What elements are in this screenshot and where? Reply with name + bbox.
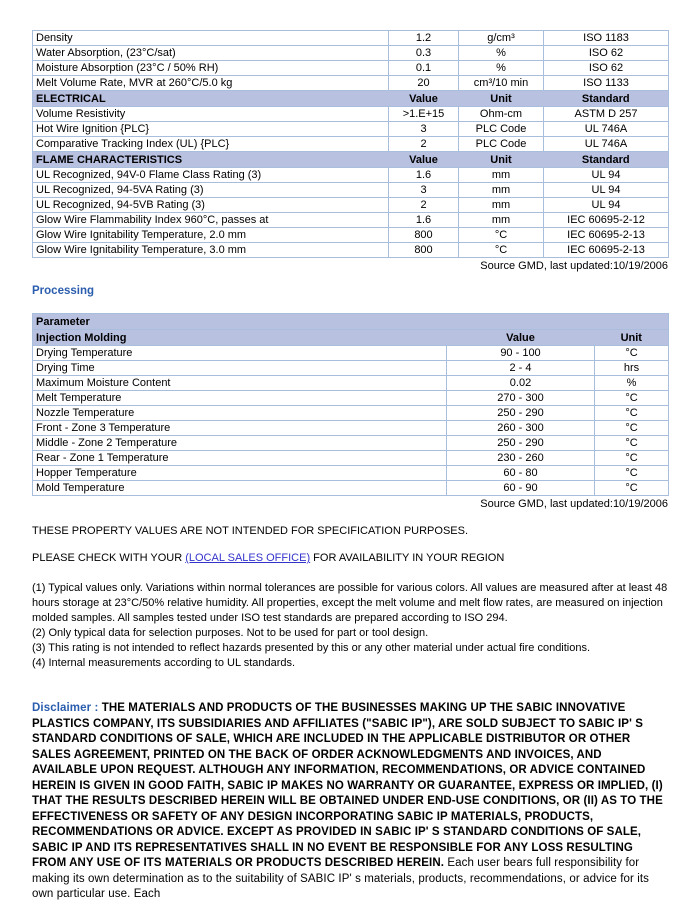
table-row — [33, 406, 669, 421]
processing-heading: Processing — [32, 285, 94, 297]
parameter-name: Middle - Zone 2 Temperature — [33, 436, 447, 451]
property-name: Water Absorption, (23°C/sat) — [33, 46, 389, 61]
table-row — [33, 76, 669, 91]
table-row — [33, 421, 669, 436]
property-unit: % — [459, 61, 544, 76]
parameter-name: Melt Temperature — [33, 391, 447, 406]
column-header-value: Value — [389, 152, 459, 168]
parameter-value: 0.02 — [447, 376, 595, 391]
property-name: Glow Wire Ignitability Temperature, 2.0 mm — [33, 228, 389, 243]
region-availability-note — [32, 552, 668, 565]
column-header-standard: Standard — [544, 152, 669, 168]
parameter-name: Nozzle Temperature — [33, 406, 447, 421]
table-row — [33, 107, 669, 122]
property-unit: mm — [459, 213, 544, 228]
property-name: Moisture Absorption (23°C / 50% RH) — [33, 61, 389, 76]
processing-group-header — [33, 314, 669, 330]
table-row — [33, 198, 669, 213]
processing-column-header — [33, 330, 669, 346]
table-row — [33, 31, 669, 46]
property-standard: ISO 62 — [544, 61, 669, 76]
property-value: 1.2 — [389, 31, 459, 46]
property-name: Melt Volume Rate, MVR at 260°C/5.0 kg — [33, 76, 389, 91]
column-header-standard: Standard — [544, 91, 669, 107]
property-value: 800 — [389, 243, 459, 258]
property-value: 3 — [389, 183, 459, 198]
parameter-unit: °C — [595, 406, 669, 421]
section-header-flame-characteristics — [33, 152, 669, 168]
parameter-value: 250 - 290 — [447, 406, 595, 421]
parameter-value: 250 - 290 — [447, 436, 595, 451]
property-standard: UL 94 — [544, 168, 669, 183]
table-row — [33, 213, 669, 228]
property-unit: Ohm-cm — [459, 107, 544, 122]
disclaimer-label: Disclaimer : — [32, 702, 99, 714]
datasheet-page — [32, 30, 668, 903]
footnote: (1) Typical values only. Variations within normal tolerances are possible for various colors. All values are measured after at least 48 hours storage at 23°C/50% relative humidity. All properties, except the melt volume and melt flow rates, are measured on injection molded samples. All samples tested under ISO test standards are prepared according to ISO 294. — [32, 582, 668, 624]
property-standard: UL 746A — [544, 122, 669, 137]
property-unit: °C — [459, 243, 544, 258]
property-value: 2 — [389, 198, 459, 213]
table-row — [33, 122, 669, 137]
property-unit: mm — [459, 183, 544, 198]
parameter-value: 60 - 80 — [447, 466, 595, 481]
property-unit: PLC Code — [459, 137, 544, 152]
property-name: UL Recognized, 94-5VA Rating (3) — [33, 183, 389, 198]
table-row — [33, 346, 669, 361]
parameter-header: Parameter — [33, 314, 669, 330]
column-header-unit: Unit — [459, 152, 544, 168]
region-note-prefix: PLEASE CHECK WITH YOUR — [32, 552, 186, 564]
parameter-unit: °C — [595, 436, 669, 451]
column-header-injection-molding: Injection Molding — [33, 330, 447, 346]
property-value: 800 — [389, 228, 459, 243]
section-header-electrical — [33, 91, 669, 107]
property-value: 0.1 — [389, 61, 459, 76]
property-unit: mm — [459, 198, 544, 213]
footnote: (4) Internal measurements according to UL standards. — [32, 657, 296, 669]
parameter-value: 90 - 100 — [447, 346, 595, 361]
table-row — [33, 436, 669, 451]
parameter-name: Drying Time — [33, 361, 447, 376]
table-row — [33, 466, 669, 481]
table-row — [33, 376, 669, 391]
property-standard: UL 94 — [544, 183, 669, 198]
property-unit: % — [459, 46, 544, 61]
parameter-unit: % — [595, 376, 669, 391]
parameter-value: 230 - 260 — [447, 451, 595, 466]
property-name: UL Recognized, 94V-0 Flame Class Rating (3) — [33, 168, 389, 183]
disclaimer-regular-text: Each user bears full responsibility for making its own determination as to the suitability of SABIC IP' s materials, products, recommendations, or advice for its own particular use. Each — [32, 857, 650, 900]
source-note: Source GMD, last updated:10/19/2006 — [480, 498, 668, 510]
property-standard: ASTM D 257 — [544, 107, 669, 122]
electrical-rows — [33, 107, 669, 152]
column-header-unit: Unit — [459, 91, 544, 107]
disclaimer — [32, 701, 668, 903]
property-standard: ISO 62 — [544, 46, 669, 61]
property-value: 20 — [389, 76, 459, 91]
parameter-value: 260 - 300 — [447, 421, 595, 436]
source-note: Source GMD, last updated:10/19/2006 — [480, 260, 668, 272]
property-unit: °C — [459, 228, 544, 243]
parameter-value: 60 - 90 — [447, 481, 595, 496]
property-name: Volume Resistivity — [33, 107, 389, 122]
property-value: 1.6 — [389, 213, 459, 228]
parameter-name: Rear - Zone 1 Temperature — [33, 451, 447, 466]
parameter-name: Front - Zone 3 Temperature — [33, 421, 447, 436]
parameter-value: 2 - 4 — [447, 361, 595, 376]
property-unit: cm³/10 min — [459, 76, 544, 91]
property-value: 0.3 — [389, 46, 459, 61]
property-name: Density — [33, 31, 389, 46]
property-name: Glow Wire Flammability Index 960°C, passes at — [33, 213, 389, 228]
region-note-suffix: FOR AVAILABILITY IN YOUR REGION — [310, 552, 505, 564]
property-unit: PLC Code — [459, 122, 544, 137]
column-header-unit: Unit — [595, 330, 669, 346]
table-row — [33, 391, 669, 406]
parameter-unit: °C — [595, 421, 669, 436]
property-standard: IEC 60695-2-13 — [544, 243, 669, 258]
footnote: (3) This rating is not intended to reflect hazards presented by this or any other material under actual fire conditions. — [32, 642, 591, 654]
column-header-value: Value — [447, 330, 595, 346]
processing-rows — [33, 346, 669, 496]
parameter-name: Maximum Moisture Content — [33, 376, 447, 391]
table-row — [33, 168, 669, 183]
spec-purpose-note: THESE PROPERTY VALUES ARE NOT INTENDED FOR SPECIFICATION PURPOSES. — [32, 525, 469, 537]
property-standard: UL 94 — [544, 198, 669, 213]
local-sales-office-link[interactable]: (LOCAL SALES OFFICE) — [185, 552, 311, 564]
table-row — [33, 61, 669, 76]
property-value: 1.6 — [389, 168, 459, 183]
parameter-unit: °C — [595, 451, 669, 466]
property-value: 2 — [389, 137, 459, 152]
parameter-unit: °C — [595, 481, 669, 496]
parameter-unit: °C — [595, 391, 669, 406]
properties-table — [32, 30, 669, 258]
flame-rows — [33, 168, 669, 258]
disclaimer-bold-text: THE MATERIALS AND PRODUCTS OF THE BUSINESSES MAKING UP THE SABIC INNOVATIVE PLASTICS COMPANY, ITS SUBSIDIARIES AND AFFILIATES ("SABIC IP"), ARE SOLD SUBJECT TO SABIC IP' S STANDARD CONDITIONS OF SALE, WHICH ARE INCLUDED IN THE APPLICABLE DISTRIBUTOR OR OTHER SALES AGREEMENT, PRINTED ON THE BACK OF ORDER ACKNOWLEDGMENTS AND INVOICES, AND AVAILABLE UPON REQUEST. ALTHOUGH ANY INFORMATION, RECOMMENDATIONS, OR ADVICE CONTAINED HEREIN IS GIVEN IN GOOD FAITH, SABIC IP MAKES NO WARRANTY OR GUARANTEE, EXPRESS OR IMPLIED, (I) THAT THE RESULTS DESCRIBED HEREIN WILL BE OBTAINED UNDER END-USE CONDITIONS, OR (II) AS TO THE EFFECTIVENESS OR SAFETY OF ANY DESIGN INCORPORATING SABIC IP MATERIALS, PRODUCTS, RECOMMENDATIONS OR ADVICE. EXCEPT AS PROVIDED IN SABIC IP' S STANDARD CONDITIONS OF SALE, SABIC IP AND ITS REPRESENTATIVES SHALL IN NO EVENT BE RESPONSIBLE FOR ANY LOSS RESULTING FROM ANY USE OF ITS MATERIALS OR PRODUCTS DESCRIBED HEREIN. — [32, 702, 663, 869]
table-row — [33, 451, 669, 466]
property-value: 3 — [389, 122, 459, 137]
property-standard: IEC 60695-2-13 — [544, 228, 669, 243]
table-row — [33, 243, 669, 258]
property-standard: UL 746A — [544, 137, 669, 152]
property-name: Hot Wire Ignition {PLC} — [33, 122, 389, 137]
footnotes — [32, 581, 668, 671]
parameter-unit: °C — [595, 466, 669, 481]
parameter-name: Mold Temperature — [33, 481, 447, 496]
property-value: >1.E+15 — [389, 107, 459, 122]
parameter-value: 270 - 300 — [447, 391, 595, 406]
property-name: Glow Wire Ignitability Temperature, 3.0 mm — [33, 243, 389, 258]
property-standard: ISO 1183 — [544, 31, 669, 46]
table-row — [33, 481, 669, 496]
column-header-value: Value — [389, 91, 459, 107]
property-name: UL Recognized, 94-5VB Rating (3) — [33, 198, 389, 213]
property-standard: ISO 1133 — [544, 76, 669, 91]
property-unit: mm — [459, 168, 544, 183]
section-title: FLAME CHARACTERISTICS — [33, 152, 389, 168]
parameter-name: Hopper Temperature — [33, 466, 447, 481]
table-row — [33, 361, 669, 376]
table-row — [33, 228, 669, 243]
table-row — [33, 183, 669, 198]
table-row — [33, 46, 669, 61]
footnote: (2) Only typical data for selection purposes. Not to be used for part or tool design. — [32, 627, 429, 639]
property-name: Comparative Tracking Index (UL) {PLC} — [33, 137, 389, 152]
parameter-name: Drying Temperature — [33, 346, 447, 361]
parameter-unit: hrs — [595, 361, 669, 376]
table-row — [33, 137, 669, 152]
section-title: ELECTRICAL — [33, 91, 389, 107]
parameter-unit: °C — [595, 346, 669, 361]
property-unit: g/cm³ — [459, 31, 544, 46]
physical-rows — [33, 31, 669, 91]
processing-table — [32, 313, 669, 496]
property-standard: IEC 60695-2-12 — [544, 213, 669, 228]
